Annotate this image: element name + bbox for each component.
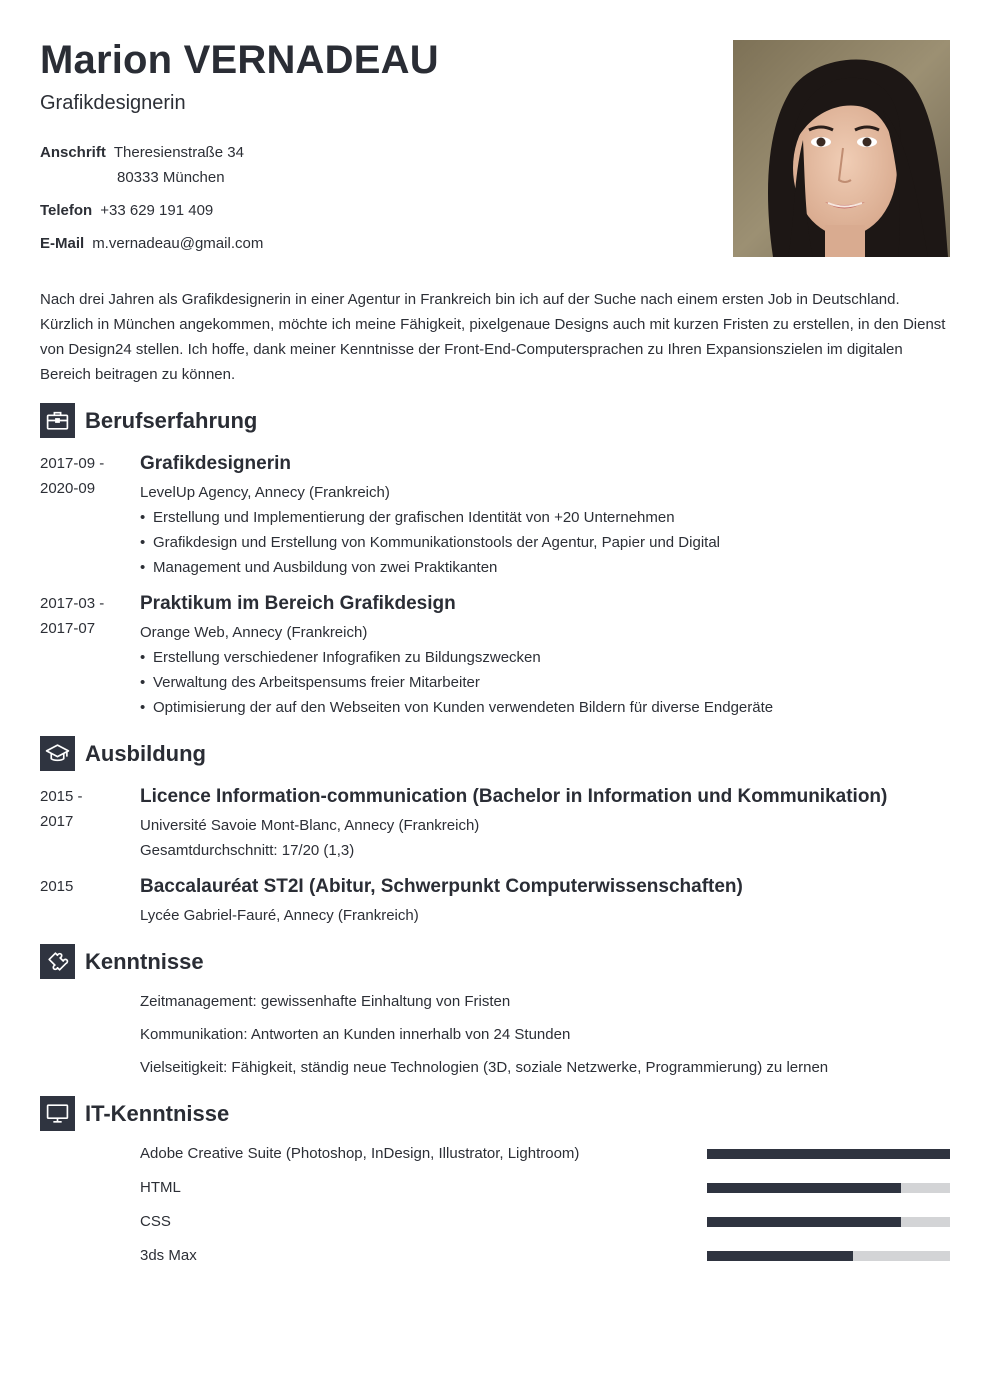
entry-body (140, 451, 950, 580)
date-end: 2017-07 (40, 620, 96, 637)
date-start: 2015 - (40, 788, 83, 805)
entry-school: Université Savoie Mont-Blanc, Annecy (Frankreich) (140, 817, 480, 834)
profile-photo (733, 40, 950, 257)
skill-level-bar (707, 1183, 950, 1193)
entry-company: Orange Web, Annecy (Frankreich) (140, 624, 368, 641)
entry-date (40, 591, 130, 641)
entry-company: LevelUp Agency, Annecy (Frankreich) (140, 484, 390, 501)
it-skill-row (140, 1175, 950, 1200)
entry-date (40, 451, 130, 501)
it-skill-label: CSS (140, 1213, 171, 1230)
it-skill-row (140, 1141, 950, 1166)
entry-body (140, 874, 950, 928)
bullet-item: • Grafikdesign und Erstellung von Kommunikationstools der Agentur, Papier und Digital (140, 530, 950, 555)
skill-level-bar (707, 1251, 950, 1261)
skill-item: Kommunikation: Antworten an Kunden innerhalb von 24 Stunden (140, 1026, 571, 1043)
entry-school: Lycée Gabriel-Fauré, Annecy (Frankreich) (140, 907, 419, 924)
job-title: Grafikdesignerin (40, 92, 186, 114)
skill-level-fill (707, 1183, 901, 1193)
entry-grade: Gesamtdurchschnitt: 17/20 (1,3) (140, 842, 355, 859)
skill-level-fill (707, 1251, 853, 1261)
skill-level-bar (707, 1217, 950, 1227)
date-start: 2015 (40, 878, 74, 895)
section-title-experience: Berufserfahrung (85, 407, 258, 433)
skill-level-fill (707, 1217, 901, 1227)
skill-item: Zeitmanagement: gewissenhafte Einhaltung von Fristen (140, 993, 511, 1010)
bullet-item: • Verwaltung des Arbeitspensums freier Mitarbeiter (140, 670, 950, 695)
it-skill-row (140, 1209, 950, 1234)
entry-title: Baccalauréat ST2I (Abitur, Schwerpunkt Computerwissenschaften) (140, 876, 743, 897)
section-skills (40, 944, 204, 979)
briefcase-icon (40, 403, 75, 438)
date-start: 2017-03 - (40, 595, 105, 612)
date-start: 2017-09 - (40, 455, 105, 472)
profile-summary: Nach drei Jahren als Grafikdesignerin in einer Agentur in Frankreich bin ich auf der Suche nach einem ersten Job in Deutschland. Kürzlich in München angekommen, möchte ich meine Fähigkeit, pixelgenaue Designs auch mit kurzen Fristen zu erstellen, in den Dienst von Design24 stellen. Ich hoffe, dank meiner Kenntnisse der Front-End-Computersprachen zu Ihren Expansionszielen im digitalen Bereich beitragen zu können. (40, 291, 946, 383)
candidate-name: Marion VERNADEAU (40, 38, 439, 82)
bullet-item: • Erstellung verschiedener Infografiken zu Bildungszwecken (140, 645, 950, 670)
address-row (40, 140, 244, 165)
date-end: 2017 (40, 813, 74, 830)
phone-row (40, 198, 213, 223)
it-skill-label: 3ds Max (140, 1247, 197, 1264)
entry-title: Praktikum im Bereich Grafikdesign (140, 593, 456, 614)
skill-item: Vielseitigkeit: Fähigkeit, ständig neue Technologien (3D, soziale Netzwerke, Programmierung) zu lernen (140, 1059, 829, 1076)
it-skill-label: HTML (140, 1179, 181, 1196)
email-row (40, 231, 263, 256)
section-title-skills: Kenntnisse (85, 948, 204, 974)
date-end: 2020-09 (40, 480, 96, 497)
email-label: E-Mail (40, 235, 85, 252)
entry-bullets (140, 505, 950, 580)
phone-label: Telefon (40, 202, 93, 219)
bullet-item: • Erstellung und Implementierung der grafischen Identität von +20 Unternehmen (140, 505, 950, 530)
section-it-skills (40, 1096, 229, 1131)
entry-title: Grafikdesignerin (140, 453, 291, 474)
it-skill-label: Adobe Creative Suite (Photoshop, InDesign, Illustrator, Lightroom) (140, 1145, 580, 1162)
bullet-item: • Management und Ausbildung von zwei Praktikanten (140, 555, 950, 580)
section-title-it-skills: IT-Kenntnisse (85, 1100, 230, 1126)
bullet-item: • Optimisierung der auf den Webseiten von Kunden verwendeten Bildern für diverse Endgeräte (140, 695, 950, 720)
address-label: Anschrift (40, 144, 106, 161)
phone-value: +33 629 191 409 (100, 202, 214, 219)
graduation-cap-icon (40, 736, 75, 771)
address-line2: 80333 München (117, 169, 225, 186)
address-line1: Theresienstraße 34 (113, 144, 244, 161)
entry-title: Licence Information-communication (Bachelor in Information und Kommunikation) (140, 786, 888, 807)
email-value: m.vernadeau@gmail.com (92, 235, 264, 252)
entry-body (140, 591, 950, 720)
monitor-icon (40, 1096, 75, 1131)
it-skill-row (140, 1243, 950, 1268)
section-experience (40, 403, 257, 438)
puzzle-icon (40, 944, 75, 979)
entry-body (140, 784, 950, 863)
skill-level-fill (707, 1149, 950, 1159)
section-education (40, 736, 206, 771)
entry-bullets (140, 645, 950, 720)
entry-date (40, 784, 130, 834)
section-title-education: Ausbildung (85, 740, 206, 766)
skill-level-bar (707, 1149, 950, 1159)
entry-date (40, 874, 130, 899)
